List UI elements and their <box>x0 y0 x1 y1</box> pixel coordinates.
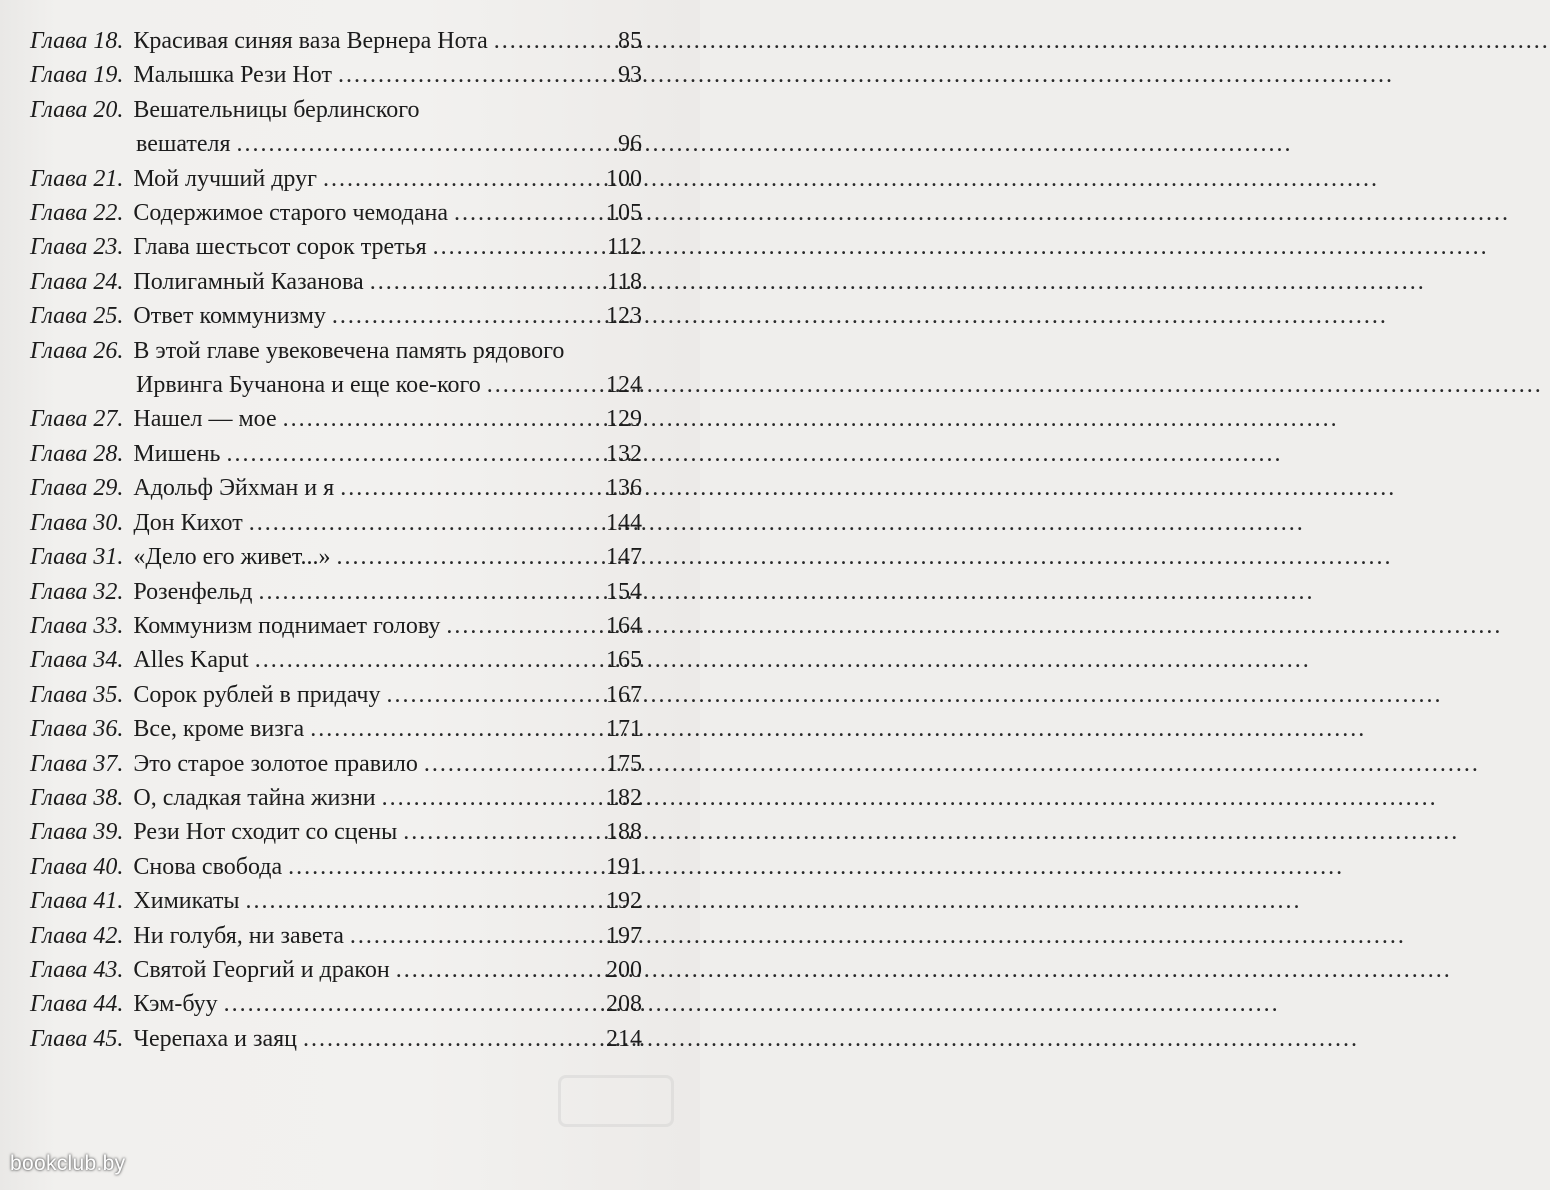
chapter-label: Глава 24. <box>30 268 124 295</box>
dot-leader <box>340 471 600 505</box>
chapter-title: Коммунизм поднимает голову <box>133 612 441 639</box>
chapter-title: Ответ коммунизму <box>133 303 326 330</box>
toc-entry <box>30 402 642 436</box>
chapter-label: Глава 32. <box>30 578 124 605</box>
toc-entry <box>30 781 642 815</box>
chapter-title: Мишень <box>133 440 221 467</box>
toc-entry <box>30 437 642 471</box>
chapter-label: Глава 38. <box>30 784 124 811</box>
page-number: 192 <box>606 888 642 915</box>
dot-leader <box>370 265 601 299</box>
chapter-label: Глава 20. <box>30 96 124 123</box>
chapter-title: Рези Нот сходит со сцены <box>133 819 398 846</box>
page-number: 208 <box>606 991 642 1018</box>
page-number: 144 <box>606 509 642 536</box>
chapter-label: Глава 28. <box>30 440 124 467</box>
dot-leader <box>494 24 612 58</box>
dot-leader <box>454 196 600 230</box>
chapter-label: Глава 23. <box>30 234 124 261</box>
toc-entry <box>30 540 642 574</box>
dot-leader <box>310 712 600 746</box>
chapter-label: Глава 18. <box>30 28 124 54</box>
chapter-label: Глава 34. <box>30 647 124 674</box>
chapter-title: Все, кроме визга <box>133 716 305 743</box>
dot-leader <box>446 609 600 643</box>
page-number: 129 <box>606 406 642 433</box>
chapter-title: Глава шестьсот сорок третья <box>133 234 427 261</box>
dot-leader <box>249 506 600 540</box>
chapter-label: Глава 44. <box>30 991 124 1018</box>
chapter-label: Глава 21. <box>30 165 124 192</box>
dot-leader <box>337 540 600 574</box>
chapter-label: Глава 33. <box>30 612 124 639</box>
chapter-label: Глава 26. <box>30 337 124 364</box>
dot-leader <box>387 678 600 712</box>
chapter-title: Розенфельд <box>133 578 253 605</box>
chapter-label: Глава 40. <box>30 853 124 880</box>
toc-entry <box>30 334 642 403</box>
chapter-label: Глава 37. <box>30 750 124 777</box>
toc-entry <box>30 58 642 92</box>
page-number: 123 <box>606 303 642 330</box>
toc-entry <box>30 471 642 505</box>
page-number: 197 <box>606 922 642 949</box>
page-number: 188 <box>606 819 642 846</box>
dot-leader <box>396 953 600 987</box>
chapter-title: Малышка Рези Нот <box>133 62 332 89</box>
toc-entry <box>30 953 642 987</box>
chapter-label: Глава 39. <box>30 819 124 846</box>
page-number: 124 <box>606 372 642 399</box>
dot-leader <box>424 747 600 781</box>
chapter-title-continued: вешателя <box>136 131 231 158</box>
page-number: 118 <box>606 268 642 295</box>
toc-entry <box>30 506 642 540</box>
table-of-contents <box>30 24 642 1056</box>
chapter-label: Глава 41. <box>30 888 124 915</box>
page-number: 200 <box>606 956 642 983</box>
chapter-title: Содержимое старого чемодана <box>133 200 449 227</box>
page-number: 182 <box>606 784 642 811</box>
chapter-label: Глава 29. <box>30 475 124 502</box>
toc-entry <box>30 678 642 712</box>
chapter-title: Снова свобода <box>133 853 283 880</box>
chapter-title: Сорок рублей в придачу <box>133 681 381 708</box>
toc-entry <box>30 884 642 918</box>
chapter-title: Нашел — мое <box>133 406 277 433</box>
dot-leader <box>323 162 600 196</box>
toc-entry <box>30 987 642 1021</box>
toc-entry <box>30 265 642 299</box>
page-number: 154 <box>606 578 642 605</box>
chapter-label: Глава 31. <box>30 544 124 571</box>
dot-leader <box>246 884 600 918</box>
page-number: 105 <box>606 200 642 227</box>
page-number: 93 <box>618 62 642 89</box>
chapter-title: Alles Kaput <box>133 647 249 674</box>
toc-entry <box>30 196 642 230</box>
toc-entry <box>30 24 642 58</box>
dot-leader <box>433 230 601 264</box>
dot-leader <box>283 402 600 436</box>
chapter-label: Глава 35. <box>30 681 124 708</box>
dot-leader <box>255 643 600 677</box>
dot-leader <box>403 815 600 849</box>
chapter-label: Глава 36. <box>30 716 124 743</box>
chapter-title: Мой лучший друг <box>133 165 317 192</box>
toc-entry <box>30 299 642 333</box>
toc-entry <box>30 747 642 781</box>
faint-age-badge <box>558 1075 674 1127</box>
toc-entry <box>30 93 642 162</box>
chapter-title: Вешательницы берлинского <box>133 96 420 123</box>
dot-leader <box>237 127 612 161</box>
chapter-label: Глава 27. <box>30 406 124 433</box>
page-number: 167 <box>606 681 642 708</box>
page-number: 191 <box>606 853 642 880</box>
toc-entry <box>30 850 642 884</box>
watermark: bookclub.by <box>10 1152 126 1175</box>
chapter-label: Глава 30. <box>30 509 124 536</box>
dot-leader <box>332 299 600 333</box>
dot-leader <box>382 781 600 815</box>
chapter-title: Кэм-буу <box>133 991 218 1018</box>
page-number: 165 <box>606 647 642 674</box>
chapter-title-continued: Ирвинга Бучанона и еще кое-кого <box>136 372 481 399</box>
page-number: 85 <box>618 28 642 54</box>
chapter-title: Черепаха и заяц <box>133 1025 297 1052</box>
dot-leader <box>288 850 600 884</box>
chapter-label: Глава 42. <box>30 922 124 949</box>
chapter-title: Химикаты <box>133 888 240 915</box>
page-number: 112 <box>606 234 642 261</box>
chapter-label: Глава 45. <box>30 1025 124 1052</box>
dot-leader <box>258 575 600 609</box>
page-number: 175 <box>606 750 642 777</box>
chapter-title: Красивая синяя ваза Вернера Нота <box>133 28 488 54</box>
book-page <box>0 0 700 1190</box>
dot-leader <box>350 919 600 953</box>
toc-entry <box>30 815 642 849</box>
chapter-title: Это старое золотое правило <box>133 750 418 777</box>
page-number: 147 <box>606 544 642 571</box>
page-number: 171 <box>606 716 642 743</box>
toc-entry <box>30 609 642 643</box>
toc-entry <box>30 643 642 677</box>
chapter-label: Глава 19. <box>30 62 124 89</box>
dot-leader <box>227 437 601 471</box>
chapter-title: «Дело его живет...» <box>133 544 331 571</box>
page-number: 132 <box>606 440 642 467</box>
chapter-title: Ни голубя, ни завета <box>133 922 344 949</box>
chapter-label: Глава 25. <box>30 303 124 330</box>
toc-entry <box>30 162 642 196</box>
dot-leader <box>487 368 600 402</box>
page-number: 214 <box>606 1025 642 1052</box>
chapter-title: В этой главе увековечена память рядового <box>133 337 565 364</box>
page-number: 100 <box>606 165 642 192</box>
chapter-title: Полигамный Казанова <box>133 268 364 295</box>
page-number: 136 <box>606 475 642 502</box>
page-number: 96 <box>618 131 642 158</box>
chapter-title: Дон Кихот <box>133 509 243 536</box>
chapter-title: Адольф Эйхман и я <box>133 475 335 502</box>
chapter-label: Глава 43. <box>30 956 124 983</box>
toc-entry <box>30 1022 642 1056</box>
toc-entry <box>30 919 642 953</box>
chapter-title: О, сладкая тайна жизни <box>133 784 376 811</box>
toc-entry <box>30 712 642 746</box>
page-number: 164 <box>606 612 642 639</box>
toc-entry <box>30 575 642 609</box>
chapter-label: Глава 22. <box>30 200 124 227</box>
dot-leader <box>303 1022 600 1056</box>
toc-entry <box>30 230 642 264</box>
dot-leader <box>224 987 600 1021</box>
chapter-title: Святой Георгий и дракон <box>133 956 390 983</box>
dot-leader <box>338 58 612 92</box>
